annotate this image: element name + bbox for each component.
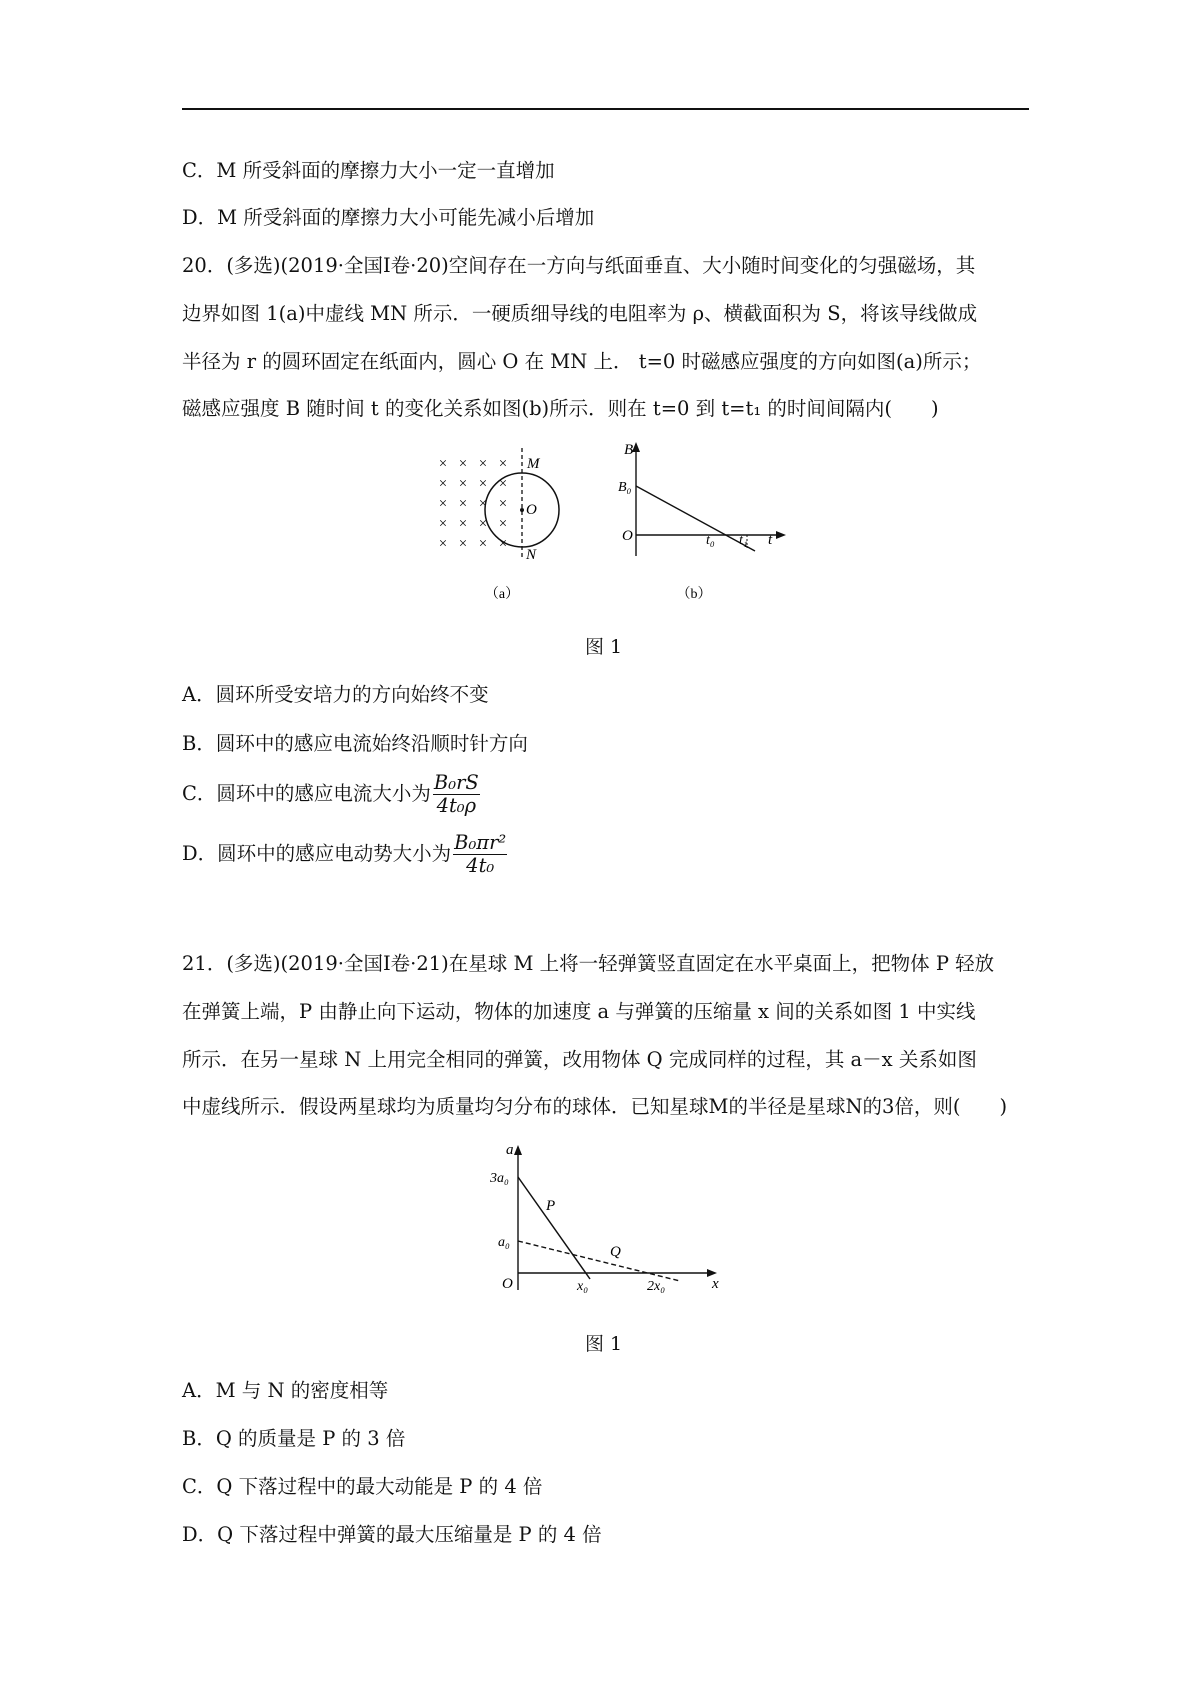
label-b0: B₀ <box>618 480 632 495</box>
field-cross-mark: × <box>478 476 488 492</box>
b-t-line <box>636 486 755 551</box>
center-dot <box>520 508 524 512</box>
field-cross-mark: × <box>498 516 508 532</box>
label-t1: t₁ <box>739 533 748 548</box>
label-t0: t₀ <box>706 533 715 548</box>
field-cross-mark: × <box>498 536 508 552</box>
field-cross-mark: × <box>458 496 468 512</box>
figure-a-magnetic-field <box>420 448 570 608</box>
caption-a: （a） <box>484 587 520 602</box>
q21-line-2: 在弹簧上端，P 由静止向下运动，物体的加速度 a 与弹簧的压缩量 x 间的关系如图 1 中实线 <box>182 1000 976 1023</box>
q20-option-b: B．圆环中的感应电流始终沿顺时针方向 <box>182 732 528 755</box>
q21-line-3: 所示．在另一星球 N 上用完全相同的弹簧，改用物体 Q 完成同样的过程，其 a－x 关系如图 <box>182 1048 977 1071</box>
label-p: P <box>546 1198 556 1214</box>
q20-line-3: 半径为 r 的圆环固定在纸面内，圆心 O 在 MN 上． t=0 时磁感应强度的方向如图(a)所示； <box>182 350 982 373</box>
q20-option-c: C．圆环中的感应电流大小为 $\frac{\text{B₀rS}}{\text{4t₀ρ}}$ <box>182 771 479 817</box>
field-cross-mark: × <box>458 536 468 552</box>
field-cross-mark: × <box>438 476 448 492</box>
label-x0: x₀ <box>577 1279 589 1294</box>
b-axis-y-arrow <box>632 442 640 452</box>
q20-line-4: 磁感应强度 B 随时间 t 的变化关系如图(b)所示．则在 t=0 到 t=t₁ 的时间间隔内( ) <box>182 397 939 420</box>
header-rule <box>182 108 1029 110</box>
field-cross-mark: × <box>438 536 448 552</box>
label-2x0: 2x₀ <box>647 1279 666 1294</box>
field-cross-mark: × <box>498 476 508 492</box>
q20-line-1: 20．(多选)(2019·全国Ⅰ卷·20)空间存在一方向与纸面垂直、大小随时间变化的匀强磁场，其 <box>182 254 976 277</box>
label-q: Q <box>610 1244 621 1260</box>
ax-axis-y-arrow <box>514 1145 522 1155</box>
field-cross-mark: × <box>478 536 488 552</box>
label-a: a <box>506 1142 514 1158</box>
fraction-d: $\frac{\text{B₀πr²}}{\text{4t₀}}$ <box>454 831 507 877</box>
label-b: B <box>624 442 634 458</box>
q20-option-d: D．圆环中的感应电动势大小为 $\frac{\text{B₀πr²}}{\text{4t₀}}$ <box>182 831 507 877</box>
fraction-c: $\frac{\text{B₀rS}}{\text{4t₀ρ}}$ <box>433 771 479 817</box>
b-axis-x-arrow <box>776 531 786 539</box>
figure-a-x-graph <box>480 1140 730 1300</box>
field-cross-mark: × <box>438 516 448 532</box>
option-d-top: D．M 所受斜面的摩擦力大小可能先减小后增加 <box>182 206 595 229</box>
field-cross-mark: × <box>458 516 468 532</box>
q20-option-a: A．圆环所受安培力的方向始终不变 <box>182 683 489 706</box>
q20-line-2: 边界如图 1(a)中虚线 MN 所示．一硬质细导线的电阻率为 ρ、横截面积为 S，将该导线做成 <box>182 302 978 325</box>
q21-option-c: C．Q 下落过程中的最大动能是 P 的 4 倍 <box>182 1475 543 1498</box>
figure-caption-q21: 图 1 <box>585 1333 623 1355</box>
field-cross-mark: × <box>458 476 468 492</box>
q21-option-a: A．M 与 N 的密度相等 <box>182 1379 389 1402</box>
q21-option-d: D．Q 下落过程中弹簧的最大压缩量是 P 的 4 倍 <box>182 1523 602 1546</box>
field-cross-mark: × <box>478 496 488 512</box>
label-t: t <box>768 532 773 548</box>
line-p <box>518 1177 590 1279</box>
field-cross-mark: × <box>478 516 488 532</box>
q21-option-b: B．Q 的质量是 P 的 3 倍 <box>182 1427 406 1450</box>
field-cross-mark: × <box>498 496 508 512</box>
caption-b: （b） <box>676 587 712 602</box>
label-x: x <box>712 1276 719 1292</box>
label-n: N <box>526 547 537 563</box>
field-cross-mark: × <box>458 456 468 472</box>
label-3a0: 3a₀ <box>490 1171 509 1186</box>
field-cross-mark: × <box>438 496 448 512</box>
field-cross-mark: × <box>478 456 488 472</box>
option-c-top: C．M 所受斜面的摩擦力大小一定一直增加 <box>182 159 555 182</box>
label-a0: a₀ <box>498 1235 510 1250</box>
figure-caption-q20: 图 1 <box>585 636 623 658</box>
figure-b-b-t-graph <box>610 440 790 610</box>
q21-line-4: 中虚线所示．假设两星球均为质量均匀分布的球体．已知星球M的半径是星球N的3倍，则( ) <box>182 1095 1008 1118</box>
label-o-b: O <box>622 528 633 544</box>
line-q <box>518 1241 680 1281</box>
q21-line-1: 21．(多选)(2019·全国Ⅰ卷·21)在星球 M 上将一轻弹簧竖直固定在水平桌面上，把物体 P 轻放 <box>182 952 995 975</box>
field-cross-mark: × <box>498 456 508 472</box>
label-o-ax: O <box>502 1276 513 1292</box>
field-cross-mark: × <box>438 456 448 472</box>
label-o: O <box>526 502 537 518</box>
label-m: M <box>527 456 540 472</box>
